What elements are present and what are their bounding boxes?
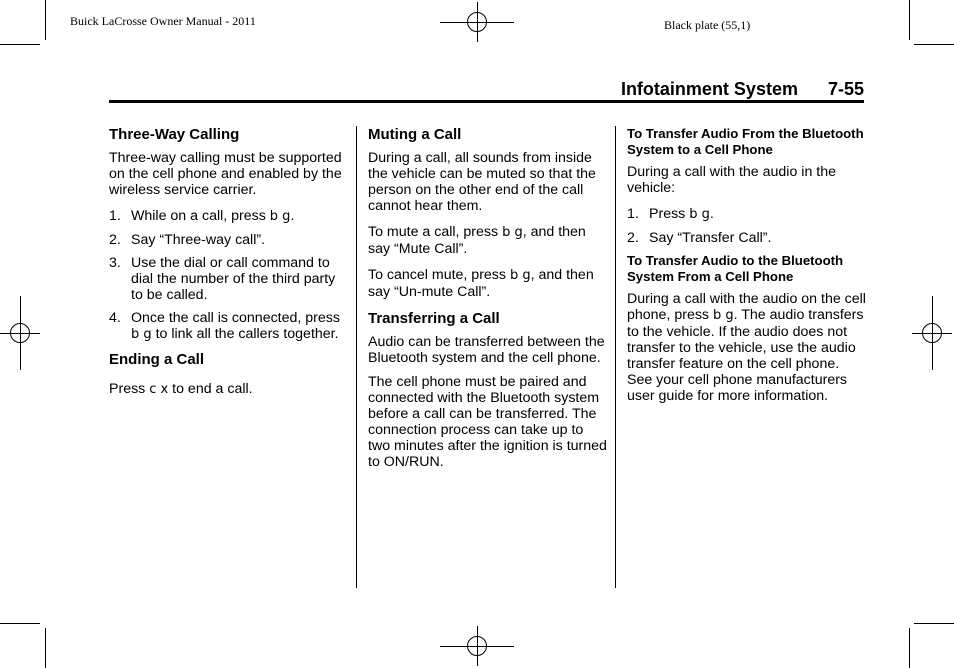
talk-icon: b g: [269, 209, 291, 224]
crop-mark: [914, 44, 954, 45]
crop-mark: [45, 628, 46, 668]
column-divider: [615, 126, 616, 588]
crop-mark: [0, 623, 40, 624]
manual-title: Buick LaCrosse Owner Manual - 2011: [70, 14, 256, 28]
paragraph: During a call with the audio in the vehicle:: [627, 164, 836, 196]
header-rule: [109, 100, 864, 103]
registration-mark-top: [440, 2, 514, 42]
talk-icon: b g: [131, 327, 152, 342]
column-2: [368, 126, 608, 477]
talk-icon: b g: [689, 207, 710, 222]
plate-label: Black plate (55,1): [664, 18, 751, 32]
list-item: 1. While on a call, press b g.: [109, 208, 295, 224]
list-item: 4. Once the call is connected, press b g to link all the callers together.: [109, 310, 340, 342]
paragraph: During a call, all sounds from inside the vehicle can be muted so that the person on the other end of the call cannot hear them.: [368, 150, 596, 214]
steps-list: [109, 208, 349, 343]
crop-mark: [0, 44, 40, 45]
section-title: Infotainment System: [620, 79, 798, 99]
paragraph: To cancel mute, press b g, and then say “Un-mute Call”.: [368, 267, 594, 300]
section-heading: Transferring a Call: [368, 310, 500, 327]
registration-mark-left: [0, 296, 40, 370]
paragraph: Audio can be transferred between the Bluetooth system and the cell phone.: [368, 334, 605, 366]
section-heading: Ending a Call: [109, 351, 205, 368]
crop-mark: [909, 628, 910, 668]
paragraph: The cell phone must be paired and connected with the Bluetooth system before a call can be transferred. The connection process can take up to two minutes after the ignition is turned to ON/RUN.: [368, 374, 607, 470]
talk-icon: b g: [712, 308, 734, 323]
column-3: [627, 126, 867, 411]
page-number: 7-55: [827, 79, 864, 99]
column-1: [109, 126, 349, 405]
crop-mark: [914, 623, 954, 624]
paragraph: To mute a call, press b g, and then say “Mute Call”.: [368, 224, 586, 257]
page-header: [621, 79, 864, 100]
paragraph: Press c x to end a call.: [109, 381, 253, 397]
talk-icon: b g: [502, 225, 523, 240]
section-heading: Muting a Call: [368, 126, 462, 143]
list-item: 1. Press b g.: [627, 206, 714, 222]
subsection-heading: To Transfer Audio to the Bluetooth System From a Cell Phone: [627, 253, 844, 284]
section-heading: Three-Way Calling: [109, 126, 240, 143]
steps-list: [627, 206, 867, 246]
paragraph: Three-way calling must be supported on the cell phone and enabled by the wireless service carrier.: [109, 150, 342, 198]
registration-mark-right: [912, 296, 952, 370]
crop-mark: [45, 0, 46, 40]
list-item: 2. Say “Three-way call”.: [109, 232, 266, 248]
subsection-heading: To Transfer Audio From the Bluetooth System to a Cell Phone: [627, 126, 864, 157]
talk-icon: b g: [509, 268, 531, 283]
column-divider: [356, 126, 357, 588]
list-item: 3. Use the dial or call command to dial the number of the third party to be called.: [109, 255, 336, 303]
end-call-icon: c x: [149, 382, 169, 397]
paragraph: During a call with the audio on the cell phone, press b g. The audio transfers to the vehicle. If the audio does not transfer to the vehicle, use the audio transfer feature on the cell phone. See your cell phone manufacturers user guide for more information.: [627, 291, 866, 404]
registration-mark-bottom: [440, 626, 514, 666]
crop-mark: [909, 0, 910, 40]
list-item: 2. Say “Transfer Call”.: [627, 230, 772, 246]
